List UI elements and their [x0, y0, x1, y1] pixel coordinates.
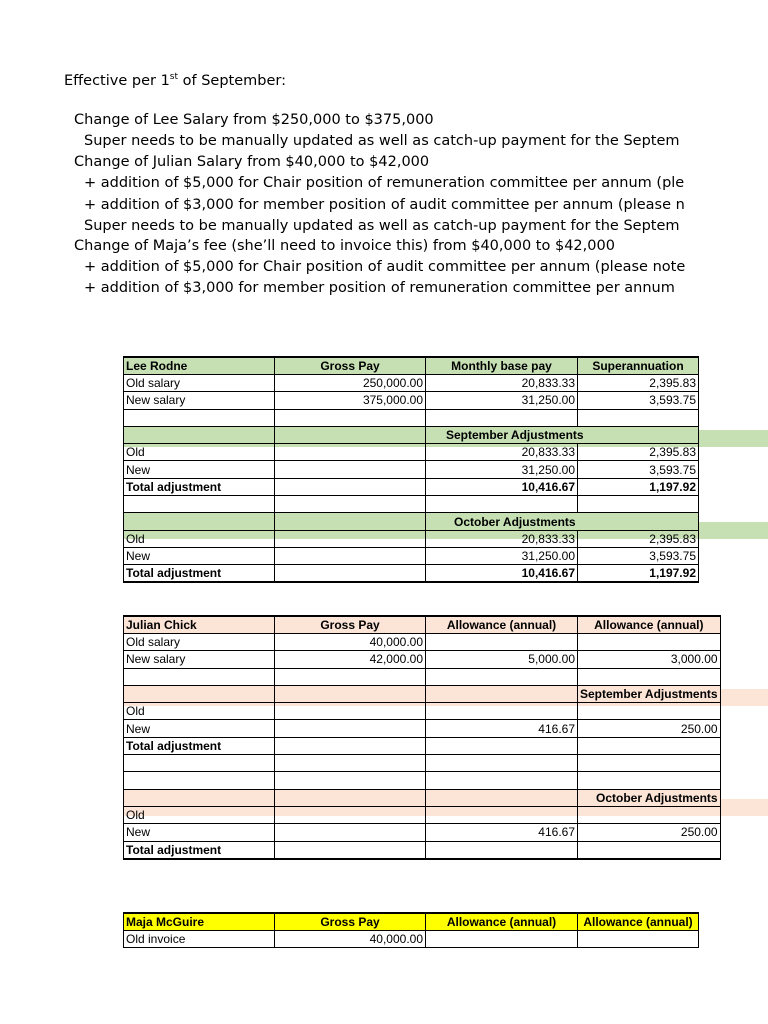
row-label: Total adjustment — [124, 478, 275, 495]
cell — [578, 737, 721, 754]
cell: 5,000.00 — [426, 651, 578, 668]
row-label: Old — [124, 806, 275, 823]
cell — [275, 547, 426, 564]
row-label: Old invoice — [124, 931, 275, 948]
cell — [578, 806, 721, 823]
cell: 20,833.33 — [426, 375, 578, 392]
cell: 250.00 — [578, 720, 721, 737]
note-line: + addition of $3,000 for member position of audit committee per annum (please n — [84, 197, 685, 213]
cell — [275, 824, 426, 841]
section-title-row — [124, 789, 721, 806]
row-label: Total adjustment — [124, 565, 275, 583]
section-title: September Adjustments — [578, 685, 721, 702]
table-row — [124, 530, 699, 547]
section-title-row — [124, 426, 699, 443]
cell: 416.67 — [426, 720, 578, 737]
table-row — [124, 772, 721, 789]
table-row — [124, 375, 699, 392]
row-label: New salary — [124, 392, 275, 409]
table-row — [124, 668, 721, 685]
row-label: Total adjustment — [124, 737, 275, 754]
section-title: September Adjustments — [426, 426, 699, 443]
cell — [426, 634, 578, 651]
note-line: + addition of $3,000 for member position of remuneration committee per annum — [84, 280, 675, 296]
table-header-row — [124, 616, 721, 634]
cell — [426, 841, 578, 859]
employee-name: Maja McGuire — [124, 913, 275, 931]
row-label: New — [124, 720, 275, 737]
table-row — [124, 547, 699, 564]
cell — [275, 737, 426, 754]
cell — [275, 841, 426, 859]
cell: 416.67 — [426, 824, 578, 841]
cell: 31,250.00 — [426, 392, 578, 409]
cell: 42,000.00 — [275, 651, 426, 668]
row-label: Old — [124, 703, 275, 720]
cell — [275, 461, 426, 478]
cell: 3,000.00 — [578, 651, 721, 668]
cell — [426, 703, 578, 720]
table-row — [124, 755, 721, 772]
note-line: Change of Lee Salary from $250,000 to $375,000 — [74, 112, 434, 128]
row-label: Total adjustment — [124, 841, 275, 859]
col-header: Allowance (annual) — [578, 913, 699, 931]
effective-date-heading: Effective per 1st of September: — [64, 72, 286, 89]
lee-rodne-table — [123, 356, 699, 583]
cell: 20,833.33 — [426, 530, 578, 547]
cell: 2,395.83 — [578, 530, 699, 547]
cell: 40,000.00 — [275, 634, 426, 651]
cell — [275, 720, 426, 737]
cell — [275, 565, 426, 583]
cell: 375,000.00 — [275, 392, 426, 409]
col-header: Gross Pay — [275, 616, 426, 634]
table-row — [124, 806, 721, 823]
employee-name: Julian Chick — [124, 616, 275, 634]
section-title-row — [124, 685, 721, 702]
cell: 31,250.00 — [426, 547, 578, 564]
cell — [578, 634, 721, 651]
col-header: Allowance (annual) — [426, 913, 578, 931]
table-row — [124, 409, 699, 426]
cell — [426, 737, 578, 754]
section-title: October Adjustments — [426, 513, 699, 530]
table-row — [124, 651, 721, 668]
table-header-row — [124, 913, 699, 931]
cell: 1,197.92 — [578, 478, 699, 495]
note-line: + addition of $5,000 for Chair position of audit committee per annum (please note — [84, 259, 686, 275]
row-label: New — [124, 461, 275, 478]
section-title: October Adjustments — [578, 789, 721, 806]
cell: 1,197.92 — [578, 565, 699, 583]
row-label: Old salary — [124, 375, 275, 392]
cell: 10,416.67 — [426, 478, 578, 495]
col-header: Allowance (annual) — [578, 616, 721, 634]
table-row — [124, 703, 721, 720]
col-header: Gross Pay — [275, 913, 426, 931]
cell: 3,593.75 — [578, 461, 699, 478]
note-line: Change of Julian Salary from $40,000 to $42,000 — [74, 154, 430, 170]
table-row — [124, 444, 699, 461]
table-row — [124, 720, 721, 737]
note-line: + addition of $5,000 for Chair position of remuneration committee per annum (ple — [84, 175, 685, 191]
cell — [426, 931, 578, 948]
col-header: Gross Pay — [275, 357, 426, 375]
cell — [275, 530, 426, 547]
section-title-row — [124, 513, 699, 530]
row-label: Old — [124, 530, 275, 547]
col-header: Monthly base pay — [426, 357, 578, 375]
table-row — [124, 496, 699, 513]
cell — [275, 478, 426, 495]
total-row — [124, 737, 721, 754]
table-row — [124, 392, 699, 409]
cell — [426, 806, 578, 823]
row-label: New — [124, 824, 275, 841]
table-row — [124, 931, 699, 948]
julian-chick-table — [123, 615, 721, 860]
cell: 250,000.00 — [275, 375, 426, 392]
col-header: Superannuation — [578, 357, 699, 375]
table-header-row — [124, 357, 699, 375]
row-label: New — [124, 547, 275, 564]
employee-name: Lee Rodne — [124, 357, 275, 375]
cell — [275, 703, 426, 720]
total-row — [124, 565, 699, 583]
cell: 2,395.83 — [578, 444, 699, 461]
note-line: Super needs to be manually updated as well as catch-up payment for the Septem — [84, 133, 680, 149]
cell: 31,250.00 — [426, 461, 578, 478]
cell — [275, 806, 426, 823]
cell: 2,395.83 — [578, 375, 699, 392]
total-row — [124, 478, 699, 495]
cell — [578, 931, 699, 948]
cell: 10,416.67 — [426, 565, 578, 583]
cell — [578, 703, 721, 720]
row-label: Old — [124, 444, 275, 461]
note-line: Change of Maja’s fee (she’ll need to invoice this) from $40,000 to $42,000 — [74, 238, 615, 254]
cell: 40,000.00 — [275, 931, 426, 948]
table-row — [124, 461, 699, 478]
row-label: New salary — [124, 651, 275, 668]
row-label: Old salary — [124, 634, 275, 651]
cell: 3,593.75 — [578, 547, 699, 564]
table-row — [124, 634, 721, 651]
cell: 3,593.75 — [578, 392, 699, 409]
total-row — [124, 841, 721, 859]
note-line: Super needs to be manually updated as well as catch-up payment for the Septem — [84, 218, 680, 234]
cell — [578, 841, 721, 859]
col-header: Allowance (annual) — [426, 616, 578, 634]
cell — [275, 444, 426, 461]
maja-mcguire-table — [123, 912, 699, 948]
notes-section — [0, 0, 699, 310]
cell: 250.00 — [578, 824, 721, 841]
table-row — [124, 824, 721, 841]
cell: 20,833.33 — [426, 444, 578, 461]
